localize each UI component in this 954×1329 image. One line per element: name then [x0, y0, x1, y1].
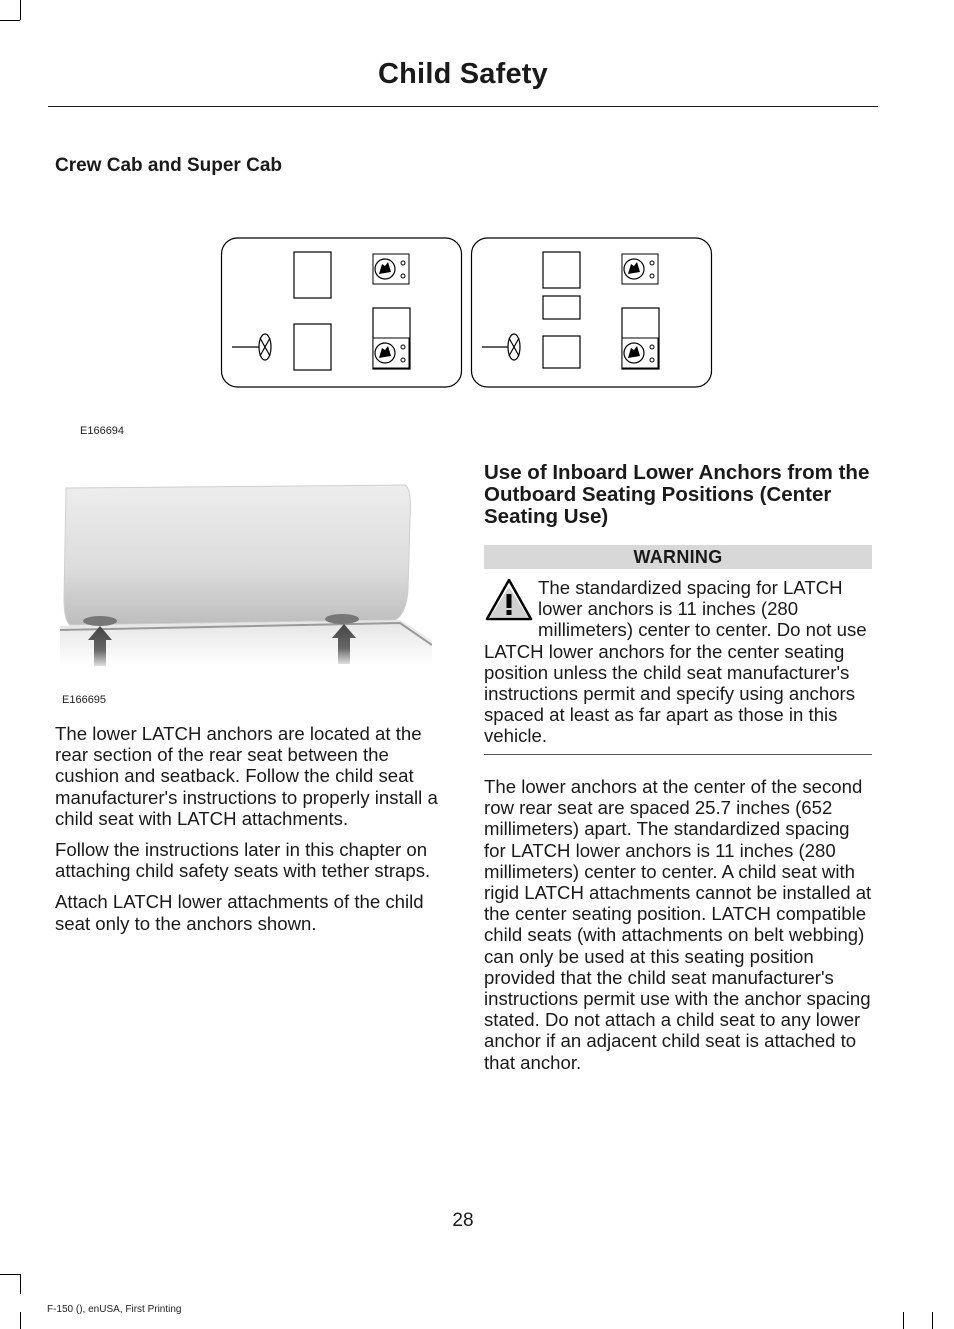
- seat-anchor-illustration: [60, 480, 432, 666]
- crop-mark: [0, 1274, 20, 1275]
- title-divider: [48, 106, 878, 107]
- warning-block: [484, 577, 874, 747]
- footer-printing: F-150 (), enUSA, First Printing: [47, 1304, 182, 1315]
- cab-layout-left: [222, 238, 462, 387]
- section-heading: Crew Cab and Super Cab: [55, 155, 282, 176]
- crop-mark: [0, 20, 20, 21]
- crop-mark: [20, 1312, 21, 1329]
- seating-diagram: [220, 236, 715, 390]
- figure-code: E166695: [62, 694, 107, 706]
- crop-mark: [20, 0, 21, 20]
- warning-label: WARNING: [484, 545, 872, 569]
- paragraph: The lower LATCH anchors are located at the rear section of the rear seat between the cushion and seatback. Follow the child seat manufacturer's instructions to properly install a child seat with LATCH attachments.: [55, 723, 438, 829]
- crop-mark: [20, 1274, 21, 1294]
- warning-triangle-icon: [484, 577, 534, 623]
- page-title: Child Safety: [378, 58, 548, 90]
- crop-mark: [932, 1312, 933, 1329]
- paragraph: Follow the instructions later in this chapter on attaching child safety seats with tether straps.: [55, 839, 431, 882]
- crop-mark: [903, 1312, 904, 1329]
- left-column-text: [55, 723, 447, 944]
- section-subheading: Use of Inboard Lower Anchors from the Outboard Seating Positions (Center Seating Use): [484, 461, 870, 528]
- body-paragraph: The lower anchors at the center of the second row rear seat are spaced 25.7 inches (652 millimeters) apart. The standardized spacing for LATCH lower anchors is 11 inches (280 millimeters) center to center. A child seat with rigid LATCH attachments cannot be installed at the center seating position. LATCH compatible child seats (with attachments on belt webbing) can only be used at this seating position provided that the child seat manufacturer's instructions permit use with the anchor spacing stated. Do not attach a child seat to any lower anchor if an adjacent child seat is attached to that anchor.: [484, 776, 872, 1073]
- figure-code: E166694: [80, 425, 125, 437]
- cab-layout-right: [472, 238, 712, 387]
- paragraph: Attach LATCH lower attachments of the child seat only to the anchors shown.: [55, 891, 424, 934]
- warning-divider: [484, 754, 872, 755]
- page-number: 28: [452, 1210, 474, 1231]
- warning-text: The standardized spacing for LATCH lower anchors is 11 inches (280 millimeters) center to center. Do not use LATCH lower anchors for the center seating position unless the child seat manufacturer's instructions permit and specify using anchors spaced at least as far apart as those in this vehicle.: [484, 577, 867, 747]
